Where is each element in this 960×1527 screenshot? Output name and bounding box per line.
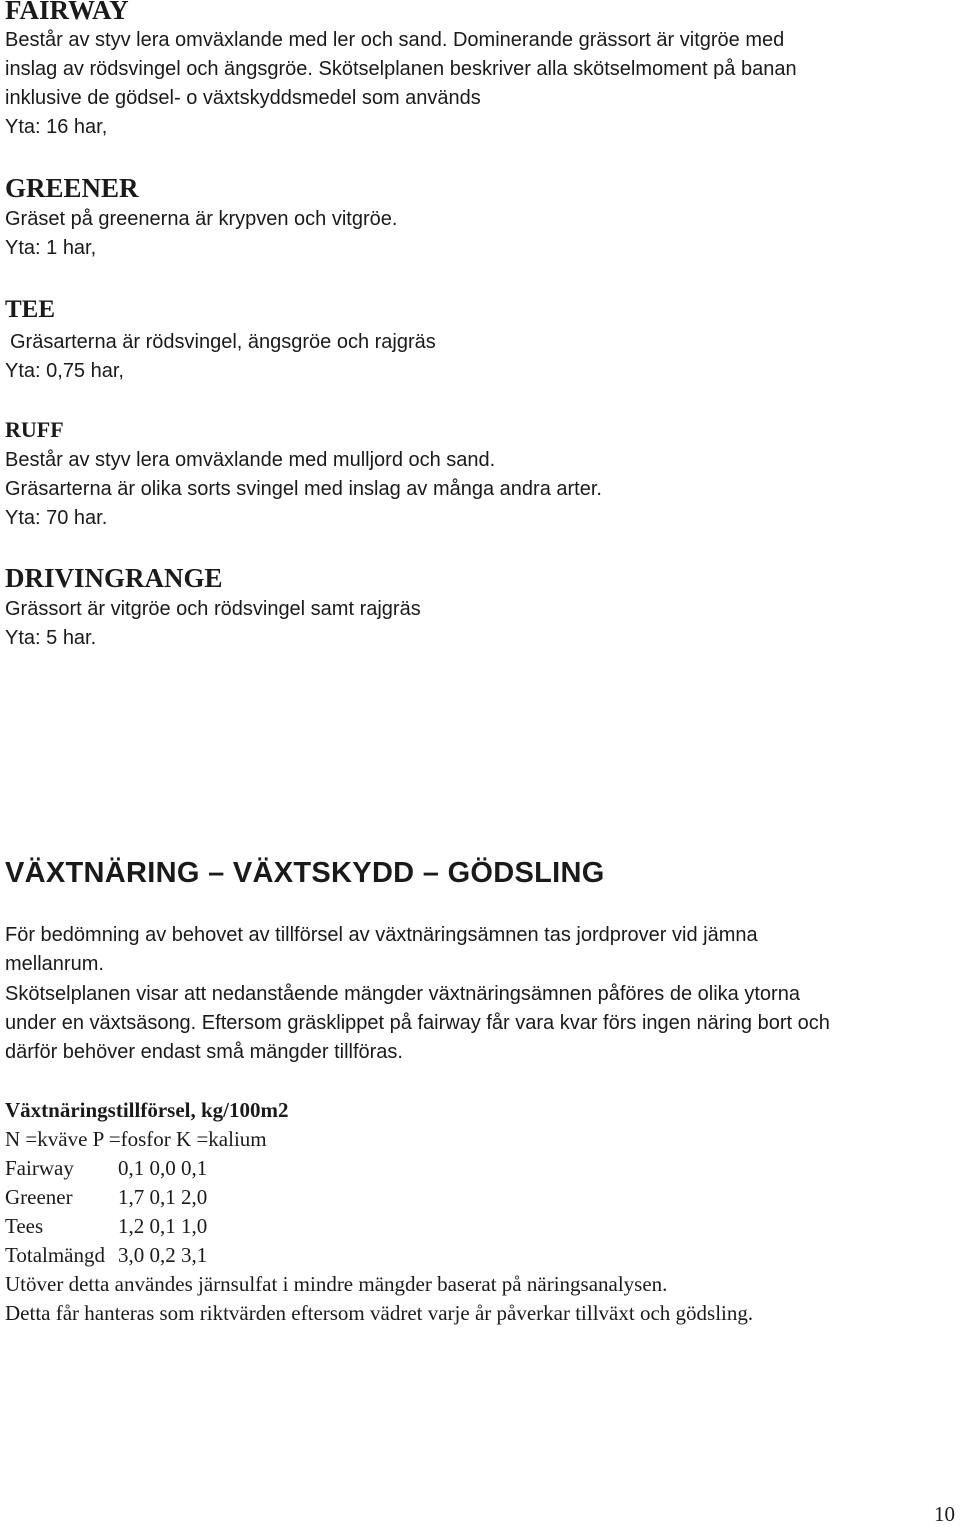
supply-note-1: Utöver detta användes järnsulfat i mindre mängder baserat på näringsanalysen. bbox=[5, 1272, 668, 1296]
drivingrange-area: Yta: 5 har. bbox=[5, 627, 97, 649]
row-label-fairway: Fairway bbox=[5, 1156, 74, 1180]
greener-line-1: Gräset på greenerna är krypven och vitgröe. bbox=[5, 208, 398, 230]
ruff-line-1: Består av styv lera omväxlande med mulljord och sand. bbox=[5, 449, 496, 471]
vaxtnaring-paragraph-2 bbox=[5, 980, 830, 1067]
row-label-total: Totalmängd bbox=[5, 1243, 106, 1267]
section-drivingrange bbox=[5, 563, 421, 653]
section-fairway bbox=[5, 0, 797, 142]
section-supply bbox=[5, 1096, 753, 1328]
section-heading-ruff: RUFF bbox=[5, 417, 64, 442]
section-heading-greener: GREENER bbox=[5, 173, 139, 203]
section-vaxtnaring bbox=[5, 856, 605, 890]
row-values-greener: 1,7 0,1 2,0 bbox=[118, 1185, 208, 1209]
table-row bbox=[5, 1241, 207, 1270]
fairway-line-2: inslag av rödsvingel och ängsgröe. Skötselplanen beskriver alla skötselmoment på banan bbox=[5, 58, 797, 80]
fairway-area: Yta: 16 har, bbox=[5, 116, 108, 138]
table-row bbox=[5, 1154, 207, 1183]
section-ruff bbox=[5, 417, 602, 533]
paragraph-2-line-3: därför behöver endast små mängder tillföras. bbox=[5, 1041, 403, 1063]
drivingrange-line-1: Grässort är vitgröe och rödsvingel samt rajgräs bbox=[5, 598, 421, 620]
table-row bbox=[5, 1183, 207, 1212]
table-row bbox=[5, 1212, 207, 1241]
row-label-greener: Greener bbox=[5, 1185, 73, 1209]
section-heading-tee: TEE bbox=[5, 296, 56, 323]
tee-area: Yta: 0,75 har, bbox=[5, 360, 124, 382]
vaxtnaring-paragraph-1 bbox=[5, 921, 758, 979]
fairway-line-3: inklusive de gödsel- o växtskyddsmedel som används bbox=[5, 87, 481, 109]
supply-legend: N =kväve P =fosfor K =kalium bbox=[5, 1127, 267, 1151]
greener-area: Yta: 1 har, bbox=[5, 237, 97, 259]
ruff-area: Yta: 70 har. bbox=[5, 507, 108, 529]
paragraph-2-line-1: Skötselplanen visar att nedanstående mängder växtnäringsämnen påföres de olika ytorna bbox=[5, 983, 800, 1005]
paragraph-1-line-1: För bedömning av behovet av tillförsel av växtnäringsämnen tas jordprover vid jämna bbox=[5, 924, 758, 946]
paragraph-2-line-2: under en växtsäsong. Eftersom gräsklippet på fairway får vara kvar förs ingen näring bort och bbox=[5, 1012, 830, 1034]
row-values-total: 3,0 0,2 3,1 bbox=[118, 1243, 208, 1267]
section-greener bbox=[5, 173, 397, 263]
paragraph-1-line-2: mellanrum. bbox=[5, 953, 104, 975]
row-values-fairway: 0,1 0,0 0,1 bbox=[118, 1156, 208, 1180]
supply-table bbox=[5, 1154, 207, 1270]
page-number: 10 bbox=[934, 1502, 955, 1526]
section-tee bbox=[5, 295, 436, 386]
tee-line-1: Gräsarterna är rödsvingel, ängsgröe och rajgräs bbox=[10, 331, 436, 353]
section-heading-drivingrange: DRIVINGRANGE bbox=[5, 563, 223, 593]
ruff-line-2: Gräsarterna är olika sorts svingel med inslag av många andra arter. bbox=[5, 478, 602, 500]
fairway-line-1: Består av styv lera omväxlande med ler och sand. Dominerande grässort är vitgröe med bbox=[5, 29, 785, 51]
section-heading-fairway: FAIRWAY bbox=[5, 0, 129, 25]
section-heading-vaxtnaring: VÄXTNÄRING – VÄXTSKYDD – GÖDSLING bbox=[5, 857, 605, 889]
supply-title: Växtnäringstillförsel, kg/100m2 bbox=[5, 1098, 289, 1122]
row-values-tees: 1,2 0,1 1,0 bbox=[118, 1214, 208, 1238]
supply-note-2: Detta får hanteras som riktvärden eftersom vädret varje år påverkar tillväxt och gödsling. bbox=[5, 1301, 754, 1325]
row-label-tees: Tees bbox=[5, 1214, 44, 1238]
